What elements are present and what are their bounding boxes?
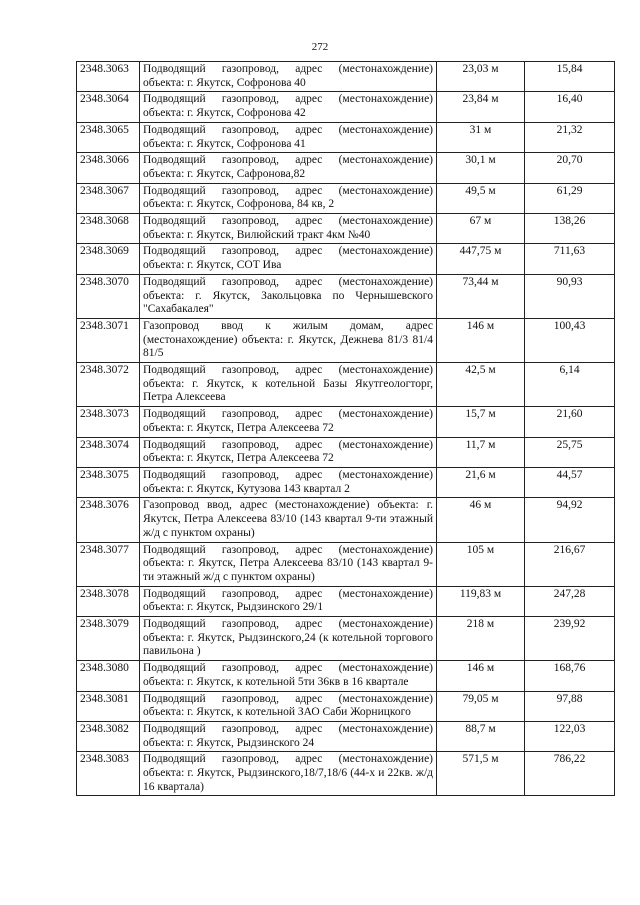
row-description-cell: Подводящий газопровод, адрес (местонахождение) объекта: г. Якутск, Кутузова 143 квартал 2 (140, 467, 437, 497)
table-row (77, 363, 615, 407)
row-description-cell: Подводящий газопровод, адрес (местонахождение) объекта: г. Якутск, Рыдзинского,24 (к котельной торгового павильона ) (140, 617, 437, 661)
row-value-cell: 711,63 (525, 244, 615, 274)
table-row (77, 153, 615, 183)
row-length-cell: 218 м (437, 617, 525, 661)
row-value-cell: 15,84 (525, 62, 615, 92)
row-description-cell: Газопровод ввод, адрес (местонахождение) объекта: г. Якутск, Петра Алексеева 83/10 (143 квартал 9-ти этажный ж/д с пунктом охраны) (140, 498, 437, 542)
table-row (77, 498, 615, 542)
row-length-cell: 49,5 м (437, 183, 525, 213)
table-row (77, 437, 615, 467)
row-description-cell: Подводящий газопровод, адрес (местонахождение) объекта: г. Якутск, Петра Алексеева 83/10 (143 квартал 9-ти этажный ж/д с пунктом охраны) (140, 542, 437, 586)
row-length-cell: 21,6 м (437, 467, 525, 497)
row-code-cell: 2348.3081 (77, 691, 140, 721)
row-value-cell: 239,92 (525, 617, 615, 661)
row-code-cell: 2348.3066 (77, 153, 140, 183)
page-number: 272 (311, 41, 329, 53)
row-description-cell: Подводящий газопровод, адрес (местонахождение) объекта: г. Якутск, Рыдзинского,18/7,18/6 (44-х и 22кв. ж/д 16 квартала) (140, 752, 437, 796)
row-value-cell: 6,14 (525, 363, 615, 407)
row-code-cell: 2348.3082 (77, 721, 140, 751)
table-row (77, 752, 615, 796)
row-value-cell: 216,67 (525, 542, 615, 586)
table-row (77, 691, 615, 721)
row-length-cell: 73,44 м (437, 274, 525, 318)
row-length-cell: 447,75 м (437, 244, 525, 274)
row-length-cell: 79,05 м (437, 691, 525, 721)
row-code-cell: 2348.3063 (77, 62, 140, 92)
row-description-cell: Подводящий газопровод, адрес (местонахождение) объекта: г. Якутск, Софронова 42 (140, 92, 437, 122)
row-code-cell: 2348.3064 (77, 92, 140, 122)
row-value-cell: 94,92 (525, 498, 615, 542)
row-code-cell: 2348.3065 (77, 122, 140, 152)
row-code-cell: 2348.3080 (77, 661, 140, 691)
row-code-cell: 2348.3078 (77, 586, 140, 616)
row-value-cell: 90,93 (525, 274, 615, 318)
row-description-cell: Подводящий газопровод, адрес (местонахождение) объекта: г. Якутск, Петра Алексеева 72 (140, 407, 437, 437)
row-code-cell: 2348.3083 (77, 752, 140, 796)
table-row (77, 617, 615, 661)
table-row (77, 586, 615, 616)
row-description-cell: Подводящий газопровод, адрес (местонахождение) объекта: г. Якутск, Петра Алексеева 72 (140, 437, 437, 467)
row-value-cell: 97,88 (525, 691, 615, 721)
row-code-cell: 2348.3075 (77, 467, 140, 497)
row-length-cell: 146 м (437, 318, 525, 362)
row-length-cell: 105 м (437, 542, 525, 586)
row-description-cell: Подводящий газопровод, адрес (местонахождение) объекта: г. Якутск, Софронова 40 (140, 62, 437, 92)
row-value-cell: 44,57 (525, 467, 615, 497)
row-value-cell: 21,32 (525, 122, 615, 152)
row-description-cell: Подводящий газопровод, адрес (местонахождение) объекта: г. Якутск, Софронова 41 (140, 122, 437, 152)
row-value-cell: 25,75 (525, 437, 615, 467)
row-length-cell: 42,5 м (437, 363, 525, 407)
table-row (77, 62, 615, 92)
row-length-cell: 11,7 м (437, 437, 525, 467)
row-description-cell: Подводящий газопровод, адрес (местонахождение) объекта: г. Якутск, Рыдзинского 29/1 (140, 586, 437, 616)
row-code-cell: 2348.3070 (77, 274, 140, 318)
table-row (77, 122, 615, 152)
row-code-cell: 2348.3077 (77, 542, 140, 586)
row-description-cell: Подводящий газопровод, адрес (местонахождение) объекта: г. Якутск, Софронова, 84 кв, 2 (140, 183, 437, 213)
table-row (77, 318, 615, 362)
row-value-cell: 20,70 (525, 153, 615, 183)
row-description-cell: Подводящий газопровод, адрес (местонахождение) объекта: г. Якутск, Закольцовка по Чернышевского "Сахабакалея" (140, 274, 437, 318)
row-value-cell: 61,29 (525, 183, 615, 213)
table-row (77, 214, 615, 244)
table-row (77, 92, 615, 122)
row-code-cell: 2348.3068 (77, 214, 140, 244)
row-value-cell: 16,40 (525, 92, 615, 122)
row-code-cell: 2348.3067 (77, 183, 140, 213)
row-length-cell: 119,83 м (437, 586, 525, 616)
row-code-cell: 2348.3072 (77, 363, 140, 407)
row-value-cell: 247,28 (525, 586, 615, 616)
row-length-cell: 88,7 м (437, 721, 525, 751)
row-code-cell: 2348.3073 (77, 407, 140, 437)
row-description-cell: Подводящий газопровод, адрес (местонахождение) объекта: г. Якутск, Вилюйский тракт 4км №40 (140, 214, 437, 244)
table-row (77, 467, 615, 497)
table-row (77, 183, 615, 213)
table-row (77, 721, 615, 751)
table-row (77, 661, 615, 691)
row-description-cell: Подводящий газопровод, адрес (местонахождение) объекта: г. Якутск, к котельной ЗАО Саби Жорницкого (140, 691, 437, 721)
row-length-cell: 15,7 м (437, 407, 525, 437)
row-value-cell: 122,03 (525, 721, 615, 751)
row-length-cell: 146 м (437, 661, 525, 691)
row-description-cell: Газопровод ввод к жилым домам, адрес (местонахождение) объекта: г. Якутск, Дежнева 81/3 81/4 81/5 (140, 318, 437, 362)
row-description-cell: Подводящий газопровод, адрес (местонахождение) объекта: г. Якутск, Рыдзинского 24 (140, 721, 437, 751)
row-description-cell: Подводящий газопровод, адрес (местонахождение) объекта: г. Якутск, к котельной Базы Якутгеологторг, Петра Алексеева (140, 363, 437, 407)
table-row (77, 407, 615, 437)
row-length-cell: 67 м (437, 214, 525, 244)
row-value-cell: 138,26 (525, 214, 615, 244)
row-length-cell: 46 м (437, 498, 525, 542)
row-description-cell: Подводящий газопровод, адрес (местонахождение) объекта: г. Якутск, Сафронова,82 (140, 153, 437, 183)
table-row (77, 542, 615, 586)
row-length-cell: 30,1 м (437, 153, 525, 183)
row-length-cell: 23,03 м (437, 62, 525, 92)
row-value-cell: 100,43 (525, 318, 615, 362)
row-length-cell: 31 м (437, 122, 525, 152)
row-description-cell: Подводящий газопровод, адрес (местонахождение) объекта: г. Якутск, СОТ Ива (140, 244, 437, 274)
row-code-cell: 2348.3079 (77, 617, 140, 661)
row-length-cell: 23,84 м (437, 92, 525, 122)
row-value-cell: 21,60 (525, 407, 615, 437)
row-code-cell: 2348.3074 (77, 437, 140, 467)
row-description-cell: Подводящий газопровод, адрес (местонахождение) объекта: г. Якутск, к котельной 5ти 36кв в 16 квартале (140, 661, 437, 691)
row-code-cell: 2348.3076 (77, 498, 140, 542)
table-row (77, 244, 615, 274)
row-code-cell: 2348.3071 (77, 318, 140, 362)
registry-table (76, 61, 615, 796)
row-value-cell: 786,22 (525, 752, 615, 796)
table-row (77, 274, 615, 318)
registry-table-body (77, 62, 615, 796)
row-value-cell: 168,76 (525, 661, 615, 691)
row-length-cell: 571,5 м (437, 752, 525, 796)
row-code-cell: 2348.3069 (77, 244, 140, 274)
